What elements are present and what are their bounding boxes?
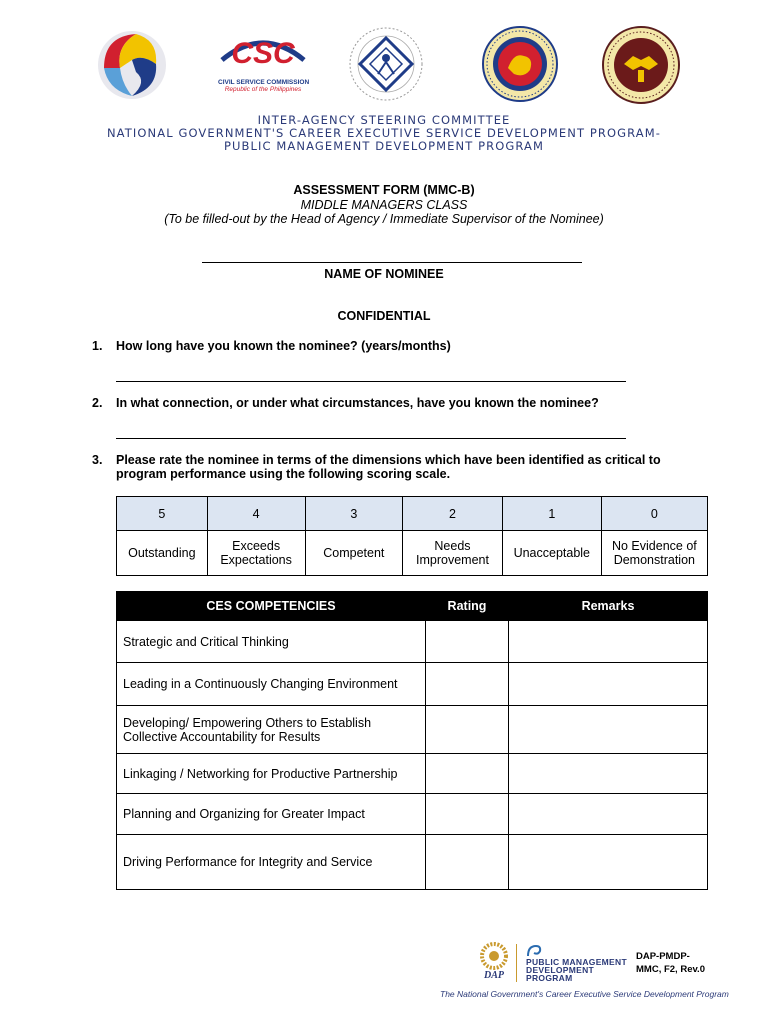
remarks-cell[interactable]: [509, 663, 708, 706]
dap-sunburst-icon: [472, 940, 516, 980]
question-number: 3.: [92, 453, 103, 467]
dap-logo: [96, 28, 168, 102]
pmdp-logo-text: [526, 958, 627, 982]
scale-score: 0: [601, 497, 707, 531]
question-text: In what connection, or under what circumstances, have you known the nominee?: [116, 396, 599, 410]
logo-row: [90, 24, 690, 112]
competency-name: Driving Performance for Integrity and Service: [117, 835, 426, 890]
scale-descriptions-row: [117, 531, 708, 576]
scale-description: Exceeds Expectations: [207, 531, 305, 576]
seal-icon: [346, 24, 426, 104]
rating-cell[interactable]: [426, 706, 509, 754]
competency-name: Leading in a Continuously Changing Environment: [117, 663, 426, 706]
pmdp-swirl-icon: [526, 944, 542, 958]
table-row: [117, 835, 708, 890]
remarks-cell[interactable]: [509, 835, 708, 890]
rating-cell[interactable]: [426, 621, 509, 663]
remarks-cell[interactable]: [509, 621, 708, 663]
table-row: [117, 706, 708, 754]
csc-logo: [218, 30, 308, 100]
table-row: [117, 621, 708, 663]
scale-description: Needs Improvement: [403, 531, 503, 576]
committee-line-3: PUBLIC MANAGEMENT DEVELOPMENT PROGRAM: [223, 139, 545, 153]
form-instruction: (To be filled-out by the Head of Agency / Immediate Supervisor of the Nominee): [164, 212, 604, 226]
footer-dap-logo: [472, 940, 516, 985]
rating-header: Rating: [426, 592, 509, 621]
competency-name: Planning and Organizing for Greater Impact: [117, 794, 426, 835]
scoring-scale-table: [116, 496, 708, 576]
rating-cell[interactable]: [426, 754, 509, 794]
csc-emblem-icon: [218, 30, 308, 66]
form-class: MIDDLE MANAGERS CLASS: [300, 198, 468, 212]
scale-description: No Evidence of Demonstration: [601, 531, 707, 576]
committee-heading: [0, 114, 768, 153]
rating-cell[interactable]: [426, 794, 509, 835]
rating-cell[interactable]: [426, 835, 509, 890]
pmdp-line-1: PUBLIC MANAGEMENT: [526, 957, 627, 967]
scale-description: Competent: [305, 531, 403, 576]
csc-country: Republic of the Philippines: [224, 86, 302, 93]
scale-score: 2: [403, 497, 503, 531]
competency-name: Developing/ Empowering Others to Establish Collective Accountability for Results: [117, 706, 426, 754]
scale-score: 1: [502, 497, 601, 531]
table-row: [117, 794, 708, 835]
committee-line-2: NATIONAL GOVERNMENT'S CAREER EXECUTIVE SERVICE DEVELOPMENT PROGRAM-: [106, 126, 662, 140]
competency-name: Strategic and Critical Thinking: [117, 621, 426, 663]
rating-cell[interactable]: [426, 663, 509, 706]
question-text: Please rate the nominee in terms of the dimensions which have been identified as critical to program performance using the following scoring scale.: [116, 453, 661, 481]
scale-score: 5: [117, 497, 208, 531]
scale-description: Outstanding: [117, 531, 208, 576]
competencies-header: CES COMPETENCIES: [117, 592, 426, 621]
competencies-table: [116, 591, 708, 890]
question-number: 2.: [92, 396, 103, 410]
scale-scores-row: [117, 497, 708, 531]
answer-field-2[interactable]: [116, 438, 626, 439]
remarks-header: Remarks: [509, 592, 708, 621]
footer-tagline: The National Government's Career Executive Service Development Program: [440, 989, 729, 999]
question-number: 1.: [92, 339, 103, 353]
document-code: [636, 950, 705, 976]
confidential-label: CONFIDENTIAL: [337, 309, 431, 323]
pmdp-line-2: DEVELOPMENT: [526, 965, 595, 975]
table-row: [117, 663, 708, 706]
form-subtitle: [0, 198, 768, 226]
scale-score: 3: [305, 497, 403, 531]
form-title: ASSESSMENT FORM (MMC-B): [293, 183, 475, 197]
dbm-seal: [480, 24, 560, 104]
doc-code-line-2: MMC, F2, Rev.0: [636, 964, 705, 975]
doc-code-line-1: DAP-PMDP-: [636, 951, 690, 962]
dap-label: DAP: [484, 970, 504, 980]
competency-name: Linkaging / Networking for Productive Partnership: [117, 754, 426, 794]
remarks-cell[interactable]: [509, 754, 708, 794]
answer-field-1[interactable]: [116, 381, 626, 382]
remarks-cell[interactable]: [509, 794, 708, 835]
table-row: [117, 754, 708, 794]
nominee-name-field[interactable]: [202, 262, 582, 263]
committee-line-1: INTER-AGENCY STEERING COMMITTEE: [257, 113, 511, 127]
footer-divider: [516, 944, 517, 982]
scale-description: Unacceptable: [502, 531, 601, 576]
remarks-cell[interactable]: [509, 706, 708, 754]
competencies-header-row: [117, 592, 708, 621]
csc-name: CIVIL SERVICE COMMISSION: [218, 79, 310, 86]
pmdp-line-3: PROGRAM: [526, 973, 573, 983]
nominee-label: NAME OF NOMINEE: [324, 267, 444, 281]
question-text: How long have you known the nominee? (years/months): [116, 339, 451, 353]
scale-score: 4: [207, 497, 305, 531]
csc-abbr: CSC: [231, 37, 295, 66]
dof-seal: [600, 24, 682, 106]
